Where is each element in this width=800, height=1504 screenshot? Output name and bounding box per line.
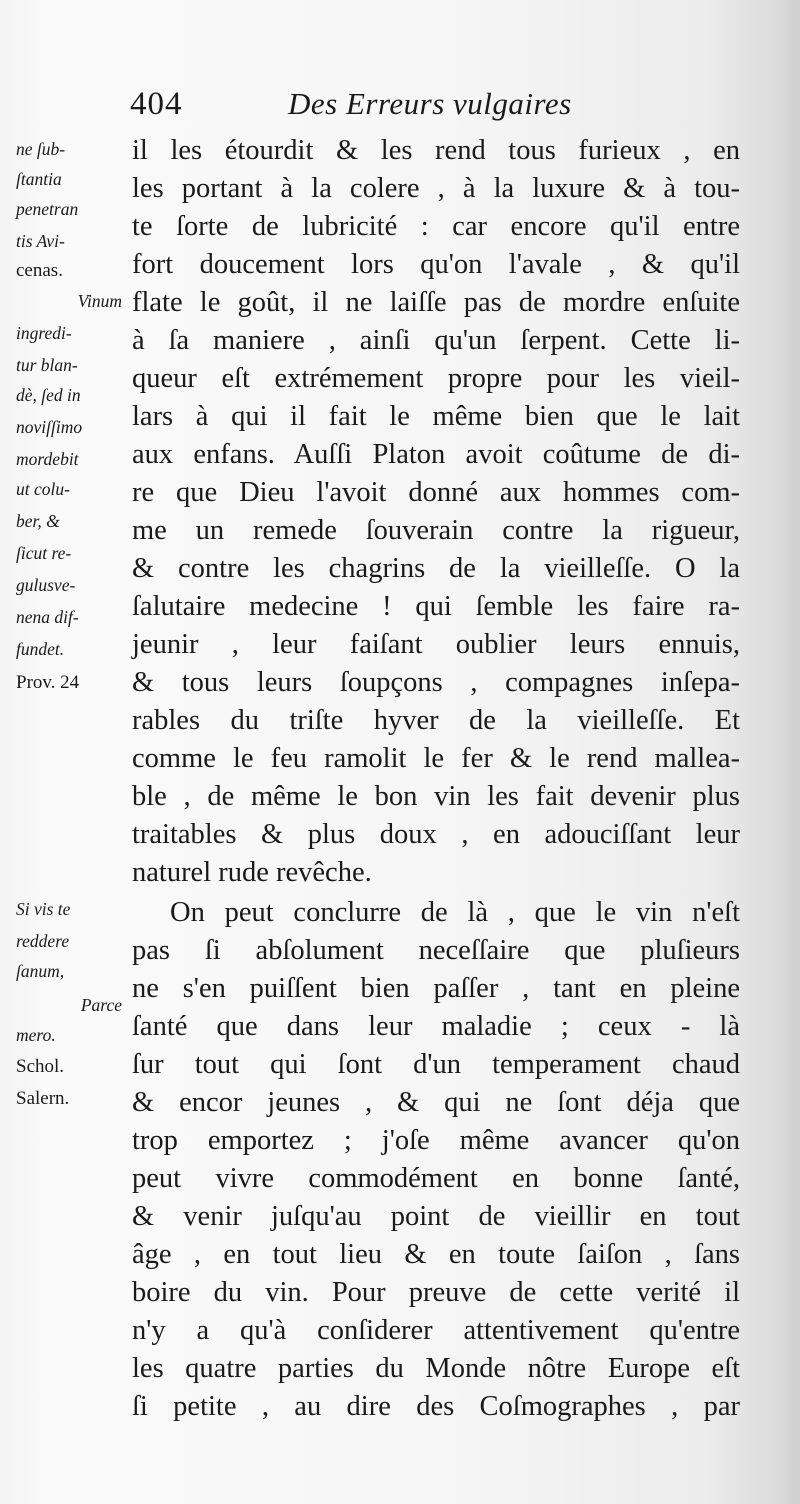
- margin-note: fundet.: [16, 639, 65, 659]
- margin-note: mero.: [16, 1025, 56, 1045]
- margin-note: noviſſimo: [16, 417, 83, 437]
- text-line: aux enfans. Auſſi Platon avoit coûtume de di-: [132, 439, 740, 470]
- text-line: queur eſt extrémement propre pour les vieil-: [132, 363, 740, 394]
- margin-note: cenas.: [16, 260, 63, 281]
- page-header: [126, 86, 766, 132]
- margin-note: ut colu-: [16, 479, 70, 499]
- text-line: peut vivre commodément en bonne ſanté,: [132, 1163, 740, 1194]
- text-line: ſalutaire medecine ! qui ſemble les faire ra-: [132, 591, 740, 622]
- margin-note: ne ſub-: [16, 139, 66, 159]
- text-line: rables du triſte hyver de la vieilleſſe. Et: [132, 705, 740, 736]
- margin-note: reddere: [16, 931, 70, 951]
- text-line: ne s'en puiſſent bien paſſer , tant en pleine: [132, 973, 740, 1004]
- text-line: flate le goût, il ne laiſſe pas de mordre enſuite: [132, 287, 740, 318]
- margin-note: gulusve-: [16, 575, 76, 595]
- text-line: & encor jeunes , & qui ne ſont déja que: [132, 1087, 740, 1118]
- text-line: & contre les chagrins de la vieilleſſe. O la: [132, 553, 740, 584]
- text-line: naturel rude revêche.: [132, 857, 372, 888]
- text-line: les portant à la colere , à la luxure & à tou-: [132, 173, 740, 204]
- margin-note: mordebit: [16, 449, 79, 469]
- text-line: & venir juſqu'au point de vieillir en tout: [132, 1201, 740, 1232]
- page-number: 404: [130, 86, 183, 122]
- margin-note: ſanum,: [16, 961, 65, 981]
- text-line: me un remede ſouverain contre la rigueur,: [132, 515, 740, 546]
- text-line: trop emportez ; j'oſe même avancer qu'on: [132, 1125, 740, 1156]
- text-line: à ſa maniere , ainſi qu'un ſerpent. Cette li-: [132, 325, 740, 356]
- text-line: lars à qui il fait le même bien que le lait: [132, 401, 740, 432]
- margin-note: Prov. 24: [16, 672, 80, 693]
- text-line: traitables & plus doux , en adouciſſant leur: [132, 819, 740, 850]
- margin-note: Parce: [80, 995, 122, 1015]
- text-line: On peut conclurre de là , que le vin n'eſt: [170, 897, 740, 928]
- text-line: âge , en tout lieu & en toute ſaiſon , ſans: [132, 1239, 740, 1270]
- running-title: Des Erreurs vulgaires: [288, 86, 572, 121]
- margin-note: ſicut re-: [16, 543, 72, 563]
- text-line: n'y a qu'à conſiderer attentivement qu'entre: [132, 1315, 740, 1346]
- text-line: & tous leurs ſoupçons , compagnes inſepa-: [132, 667, 740, 698]
- margin-note: ingredi-: [16, 323, 72, 343]
- margin-note: Schol.: [16, 1056, 65, 1077]
- margin-note: ber, &: [16, 511, 60, 531]
- margin-note: penetran: [16, 199, 79, 219]
- margin-note: Vinum: [77, 291, 122, 311]
- text-line: te ſorte de lubricité : car encore qu'il entre: [132, 211, 740, 242]
- text-line: pas ſi abſolument neceſſaire que pluſieurs: [132, 935, 740, 966]
- margin-note: Si vis te: [16, 899, 71, 919]
- text-line: ſi petite , au dire des Coſmographes , par: [132, 1391, 740, 1422]
- text-line: comme le feu ramolit le fer & le rend mallea-: [132, 743, 740, 774]
- text-line: fort doucement lors qu'on l'avale , & qu'il: [132, 249, 740, 280]
- margin-note: tur blan-: [16, 355, 78, 375]
- margin-note: dè, ſed in: [16, 385, 81, 405]
- text-line: ble , de même le bon vin les fait devenir plus: [132, 781, 740, 812]
- text-line: boire du vin. Pour preuve de cette verité il: [132, 1277, 740, 1308]
- text-line: les quatre parties du Monde nôtre Europe eſt: [132, 1353, 740, 1384]
- text-line: ſanté que dans leur maladie ; ceux - là: [132, 1011, 740, 1042]
- text-line: re que Dieu l'avoit donné aux hommes com-: [132, 477, 740, 508]
- margin-note: nena dif-: [16, 607, 79, 627]
- text-line: ſur tout qui ſont d'un temperament chaud: [132, 1049, 740, 1080]
- margin-note: Salern.: [16, 1088, 70, 1109]
- text-line: il les étourdit & les rend tous furieux , en: [132, 135, 740, 166]
- margin-note: tis Avi-: [16, 231, 65, 251]
- text-line: jeunir , leur faiſant oublier leurs ennuis,: [132, 629, 740, 660]
- margin-note: ſtantia: [16, 169, 62, 189]
